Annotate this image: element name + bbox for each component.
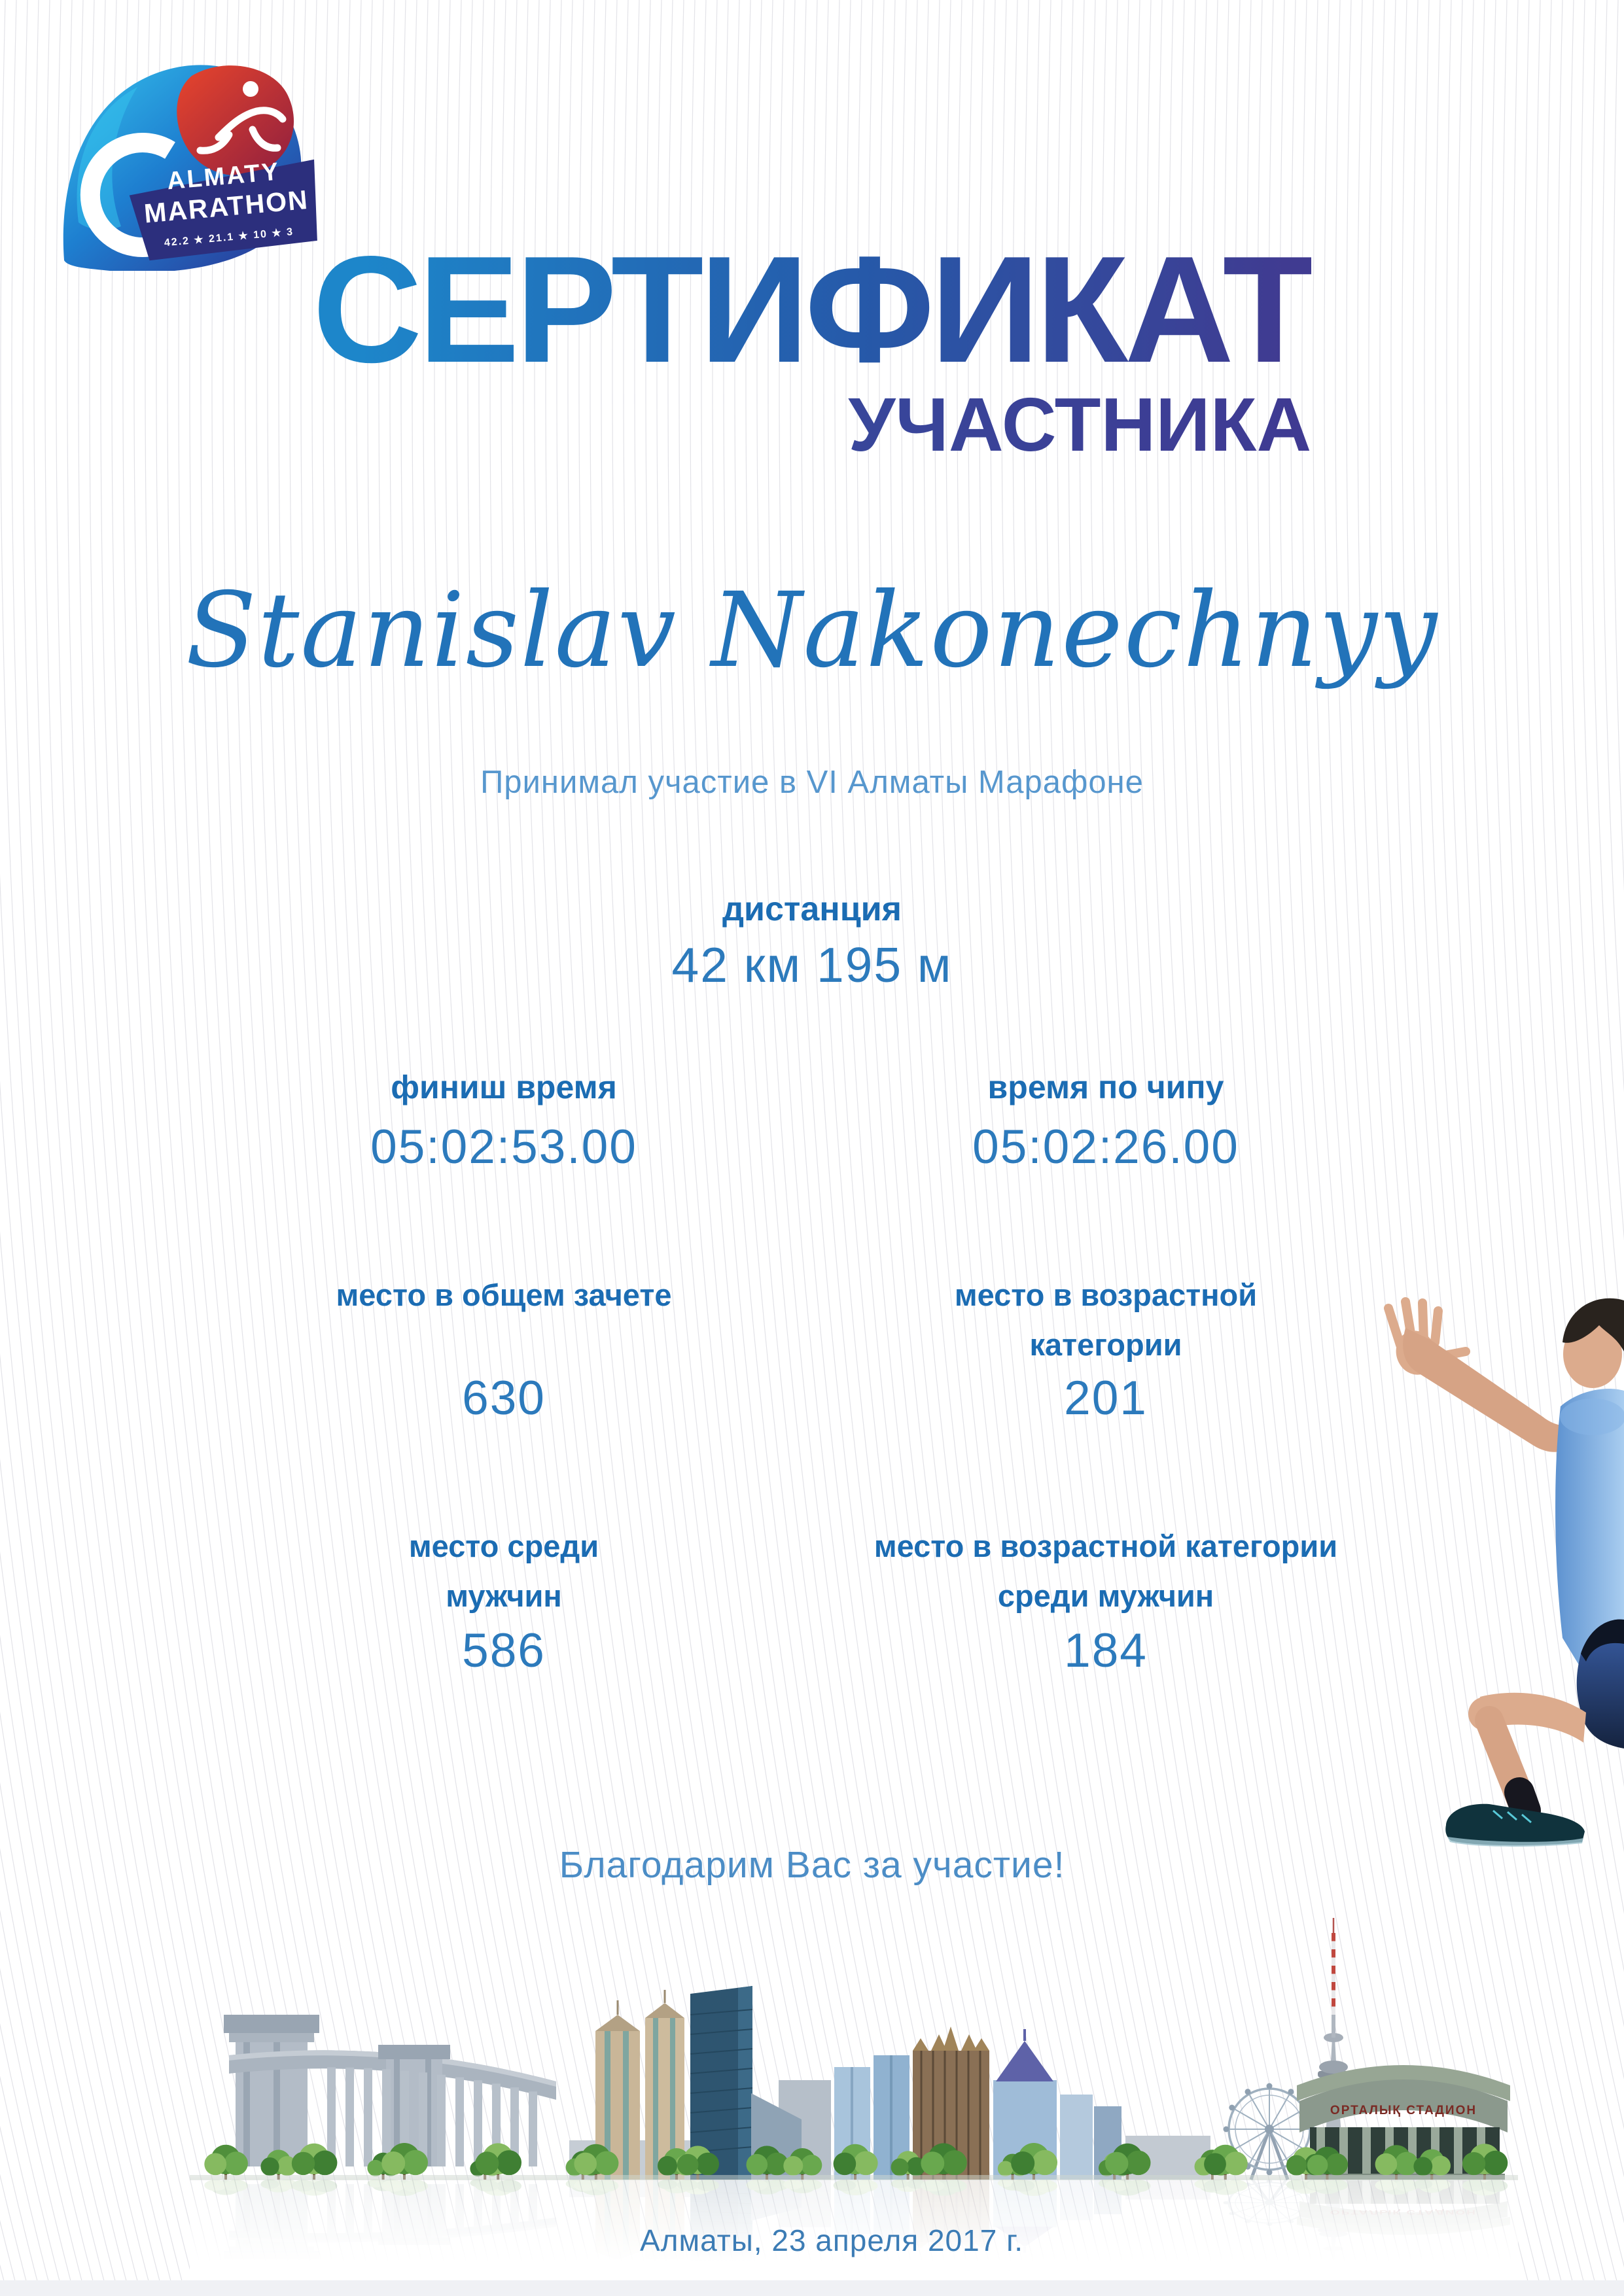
age-category-place-label-text: место в возрастной категории (954, 1278, 1258, 1363)
chip-time-label: время по чипу (987, 1069, 1224, 1105)
colonnade-monument (224, 2015, 556, 2166)
thanks-text: Благодарим Вас за участие! (559, 1844, 1065, 1886)
participation-text: Принимал участие в VI Алматы Марафоне (480, 765, 1144, 800)
place-date: Алматы, 23 апреля 2017 г. (639, 2223, 1024, 2257)
runner-extended-arm (1388, 1302, 1582, 1452)
finish-time-label: финиш время (391, 1069, 617, 1105)
distance-value: 42 км 195 м (671, 937, 953, 992)
certificate-title: СЕРТИФИКАТ (312, 225, 1312, 394)
men-place-label-text: место среди мужчин (408, 1529, 599, 1614)
age-category-men-place-label-text: место в возрастной категории среди мужчин (874, 1529, 1338, 1614)
overall-place-label-text: место в общем зачете (336, 1278, 672, 1312)
age-category-place-value: 201 (1064, 1372, 1148, 1425)
city-towers (569, 1986, 1210, 2180)
age-category-men-place-label (798, 1522, 1413, 1621)
runner-front-leg (1468, 1693, 1586, 1811)
distance-label: дистанция (722, 890, 902, 928)
stadium-sign-text: ОРТАЛЫҚ СТАДИОН (1330, 2104, 1477, 2117)
logo-almaty-text: ALMATY (166, 158, 282, 196)
bottom-band (0, 2280, 1624, 2296)
title-block (0, 225, 1624, 468)
chip-time-value: 05:02:26.00 (972, 1121, 1239, 1174)
finish-time-value: 05:02:53.00 (370, 1121, 637, 1174)
runner-photo (1362, 1287, 1624, 1856)
age-category-men-place-value: 184 (1064, 1624, 1148, 1677)
overall-place-label (209, 1270, 798, 1320)
logo-distances-text: 42.2 ★ 21.1 ★ 10 ★ 3 (164, 226, 294, 249)
age-category-place-label (798, 1270, 1413, 1370)
logo-marathon-text: MARATHON (143, 184, 310, 229)
overall-place-value: 630 (462, 1372, 546, 1425)
runner-sleeve (1560, 1399, 1624, 1435)
runner-shoe (1445, 1804, 1585, 1847)
participant-name: Stanislav Nakonechnyy (185, 570, 1439, 691)
certificate-subtitle: УЧАСТНИКА (313, 381, 1312, 468)
men-place-label (209, 1522, 798, 1621)
men-place-value: 586 (462, 1624, 546, 1677)
